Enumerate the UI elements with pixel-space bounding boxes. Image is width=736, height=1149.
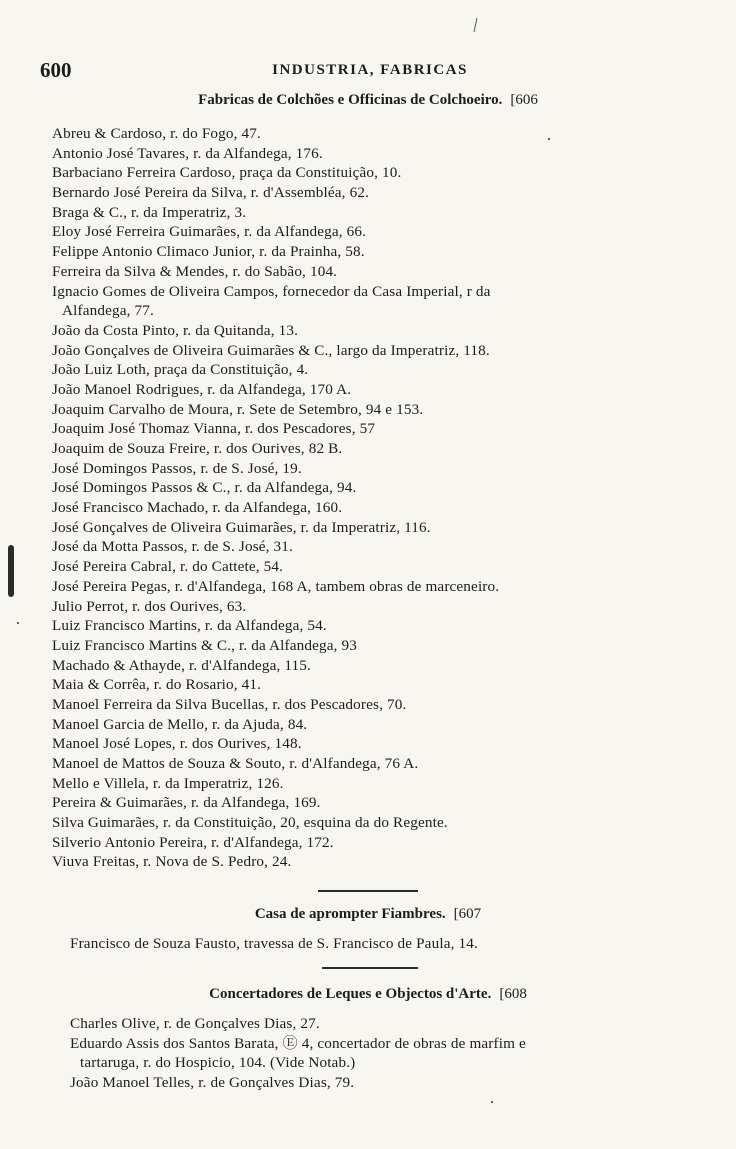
list-item: Ignacio Gomes de Oliveira Campos, fornecedor da Casa Imperial, r da [52,282,491,300]
list-item: Abreu & Cardoso, r. do Fogo, 47. [52,125,261,142]
entry-list-607 [70,934,730,954]
section-ref: [607 [453,906,482,922]
list-item: Manoel Garcia de Mello, r. da Ajuda, 84. [52,715,308,733]
ink-blot [8,545,14,597]
list-item: Francisco de Souza Fausto, travessa de S. Francisco de Paula, 14. [70,935,478,952]
section-title: Concertadores de Leques e Objectos d'Arte. [209,986,492,1002]
list-item: Manoel de Mattos de Souza & Souto, r. d'Alfandega, 76 A. [52,755,419,772]
list-item: José Gonçalves de Oliveira Guimarães, r. da Imperatriz, 116. [52,518,431,536]
list-item: Maia & Corrêa, r. do Rosario, 41. [52,676,262,694]
list-item: José Pereira Cabral, r. do Cattete, 54. [52,558,284,576]
section-heading-607 [0,906,736,923]
list-item: Charles Olive, r. de Gonçalves Dias, 27. [70,1015,320,1032]
section-heading-608 [0,986,736,1003]
ink-speck [548,138,550,140]
page-header [40,58,700,84]
list-item: Silva Guimarães, r. da Constituição, 20, esquina da do Regente. [52,814,448,832]
ink-speck [17,622,19,624]
list-item: João da Costa Pinto, r. da Quitanda, 13. [52,321,299,339]
list-item: Julio Perrot, r. dos Ourives, 63. [52,597,247,615]
list-item: José Pereira Pegas, r. d'Alfandega, 168 A, tambem obras de marceneiro. [52,577,500,595]
section-ref: [608 [499,986,527,1002]
list-item: Eduardo Assis dos Santos Barata, Ⓔ 4, concertador de obras de marfim e [70,1034,526,1052]
list-item: João Manoel Telles, r. de Gonçalves Dias, 79. [70,1074,355,1092]
list-item: José Francisco Machado, r. da Alfandega, 160. [52,499,343,517]
list-item: Joaquim de Souza Freire, r. dos Ourives, 82 B. [52,440,343,457]
list-item: Bernardo José Pereira da Silva, r. d'Assembléa, 62. [52,184,370,202]
section-title: Casa de aprompter Fiambres. [254,906,446,922]
list-item: Braga & C., r. da Imperatriz, 3. [52,203,247,221]
ink-speck [491,1101,493,1103]
list-item: Manoel José Lopes, r. dos Ourives, 148. [52,735,302,753]
list-item: Luiz Francisco Martins, r. da Alfandega, 54. [52,617,327,635]
list-item: José da Motta Passos, r. de S. José, 31. [52,538,293,556]
list-item: José Domingos Passos, r. de S. José, 19. [52,459,302,477]
list-item: Joaquim José Thomaz Vianna, r. dos Pescadores, 57 [52,420,376,438]
list-item: Pereira & Guimarães, r. da Alfandega, 169. [52,794,321,812]
list-item: Silverio Antonio Pereira, r. d'Alfandega, 172. [52,833,334,851]
list-item: José Domingos Passos & C., r. da Alfandega, 94. [52,479,357,497]
list-item: Machado & Athayde, r. d'Alfandega, 115. [52,656,311,674]
section-divider [318,890,418,892]
list-item-continuation: tartaruga, r. do Hospicio, 104. (Vide Notab.) [80,1054,356,1072]
list-item: Manoel Ferreira da Silva Bucellas, r. dos Pescadores, 70. [52,695,407,713]
entry-list-608 [70,1014,730,1093]
margin-mark [474,18,478,32]
list-item: Barbaciano Ferreira Cardoso, praça da Constituição, 10. [52,164,402,182]
list-item: Joaquim Carvalho de Moura, r. Sete de Setembro, 94 e 153. [52,400,424,418]
page-number: 600 [40,58,72,82]
list-item: Eloy José Ferreira Guimarães, r. da Alfandega, 66. [52,223,367,241]
list-item: João Manoel Rodrigues, r. da Alfandega, 170 A. [52,380,352,398]
entry-list-606 [52,124,712,872]
list-item: Viuva Freitas, r. Nova de S. Pedro, 24. [52,853,292,871]
section-ref: [606 [510,92,538,108]
list-item-continuation: Alfandega, 77. [62,302,154,320]
section-title: Fabricas de Colchões e Officinas de Colchoeiro. [198,92,503,108]
list-item: João Gonçalves de Oliveira Guimarães & C., largo da Imperatriz, 118. [52,341,490,359]
list-item: Mello e Villela, r. da Imperatriz, 126. [52,774,284,792]
section-heading-606 [0,92,736,109]
running-head: INDUSTRIA, FABRICAS [272,62,468,78]
list-item: Ferreira da Silva & Mendes, r. do Sabão, 104. [52,262,338,280]
list-item: Antonio José Tavares, r. da Alfandega, 176. [52,144,323,162]
list-item: Felippe Antonio Climaco Junior, r. da Prainha, 58. [52,243,365,261]
list-item: Luiz Francisco Martins & C., r. da Alfandega, 93 [52,636,357,654]
section-divider [322,967,418,969]
list-item: João Luiz Loth, praça da Constituição, 4. [52,361,309,379]
